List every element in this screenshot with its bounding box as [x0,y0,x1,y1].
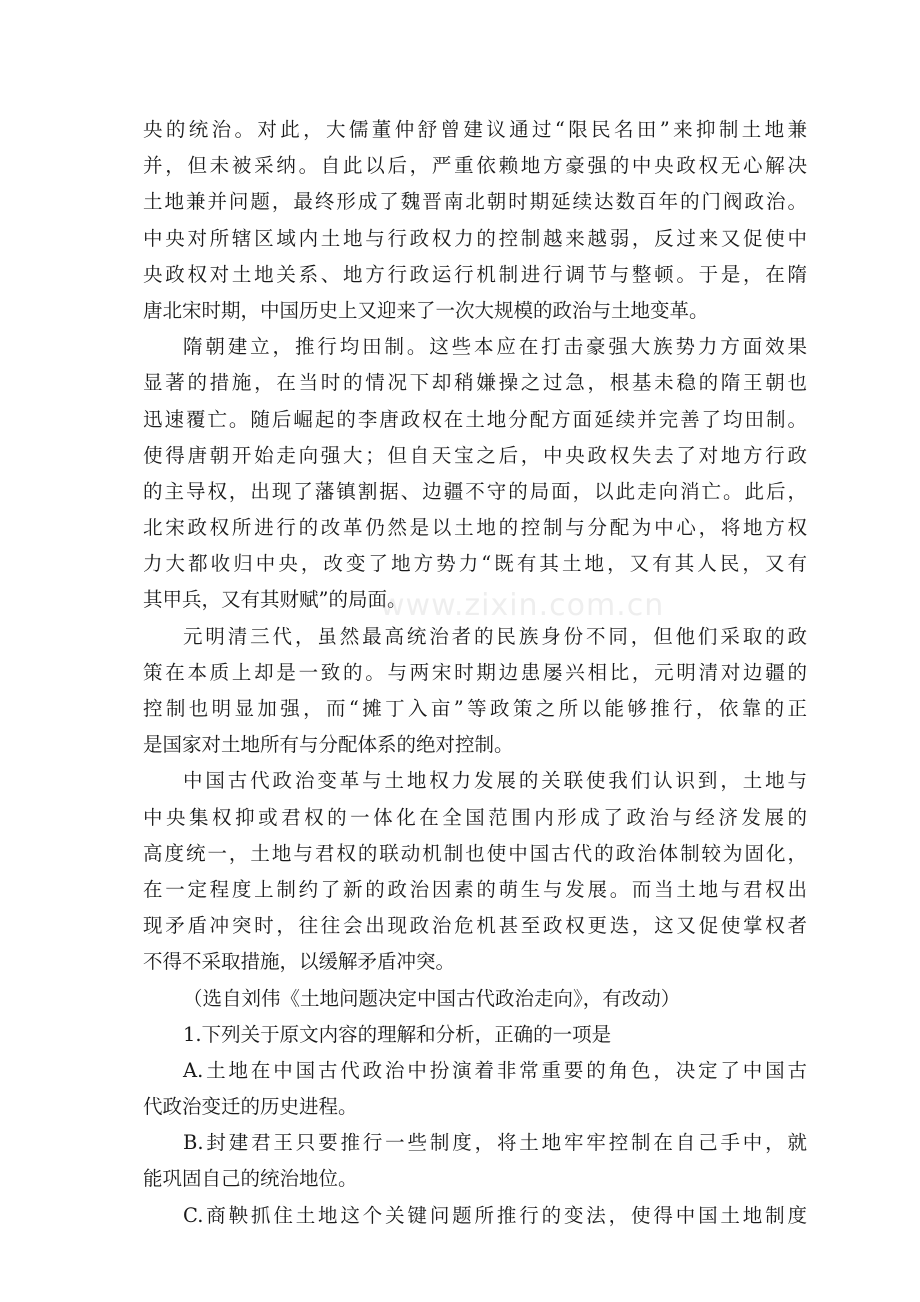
watermark: www.zixin.com.cn [380,588,665,623]
text-line: 在一定程度上制约了新的政治因素的萌生与发展。而当土地与君权出 [143,877,807,901]
text-line: 北宋政权所进行的改革仍然是以土地的控制与分配为中心，将地方权 [143,516,807,540]
text-line: 隋朝建立，推行均田制。这些本应在打击豪强大族势力方面效果 [183,335,807,359]
text-line: 1.下列关于原文内容的理解和分析，正确的一项是 [183,1022,612,1046]
text-line: 央的统治。对此，大儒董仲舒曾建议通过“限民名田”来抑制土地兼 [143,118,807,141]
text-line: 其甲兵，又有其财赋”的局面。 [143,588,407,612]
text-line: 元明清三代，虽然最高统治者的民族身份不同，但他们采取的政 [183,624,807,648]
text-line: 迅速覆亡。随后崛起的李唐政权在土地分配方面延续并完善了均田制。 [143,407,807,431]
text-line: 高度统一，土地与君权的联动机制也使中国古代的政治体制较为固化， [143,841,807,865]
text-line: 力大都收归中央，改变了地方势力“既有其土地，又有其人民，又有 [143,552,807,576]
text-line: C.商鞅抓住土地这个关键问题所推行的变法，使得中国土地制度 [183,1203,807,1227]
text-line: 不得不采取措施，以缓解矛盾冲突。 [143,950,456,974]
text-line: 控制也明显加强，而“摊丁入亩”等政策之所以能够推行，依靠的正 [143,697,807,720]
text-line: 并，但未被采纳。自此以后，严重依赖地方豪强的中央政权无心解决 [143,154,807,178]
text-line: 策在本质上却是一致的。与两宋时期边患屡兴相比，元明清对边疆的 [143,660,807,684]
text-line: 央政权对土地关系、地方行政运行机制进行调节与整顿。于是，在隋 [143,262,807,286]
text-line: （选自刘伟《土地问题决定中国古代政治走向》，有改动） [183,986,681,1010]
text-line: 的主导权，出现了藩镇割据、边疆不守的局面，以此走向消亡。此后， [143,479,807,503]
text-line: 中央对所辖区域内土地与行政权力的控制越来越弱，反过来又促使中 [143,226,807,250]
text-line: 唐北宋时期，中国历史上又迎来了一次大规模的政治与土地变革。 [143,298,709,322]
text-line: 使得唐朝开始走向强大；但自天宝之后，中央政权失去了对地方行政 [143,443,807,467]
text-line: 显著的措施，在当时的情况下却稍嫌操之过急，根基未稳的隋王朝也 [143,371,807,395]
text-line: 能巩固自己的统治地位。 [143,1167,358,1191]
text-line: B.封建君王只要推行一些制度，将土地牢牢控制在自己手中，就 [183,1131,807,1155]
text-line: 中国古代政治变革与土地权力发展的关联使我们认识到，土地与 [183,769,807,793]
text-line: A.土地在中国古代政治中扮演着非常重要的角色，决定了中国古 [183,1058,807,1082]
text-line: 土地兼并问题，最终形成了魏晋南北朝时期延续达数百年的门阀政治。 [143,190,807,214]
text-line: 代政治变迁的历史进程。 [143,1095,358,1119]
text-line: 是国家对土地所有与分配体系的绝对控制。 [143,733,514,757]
text-line: 中央集权抑或君权的一体化在全国范围内形成了政治与经济发展的 [143,805,807,829]
text-line: 现矛盾冲突时，往往会出现政治危机甚至政权更迭，这又促使掌权者 [143,914,807,938]
article-body [143,112,807,1234]
